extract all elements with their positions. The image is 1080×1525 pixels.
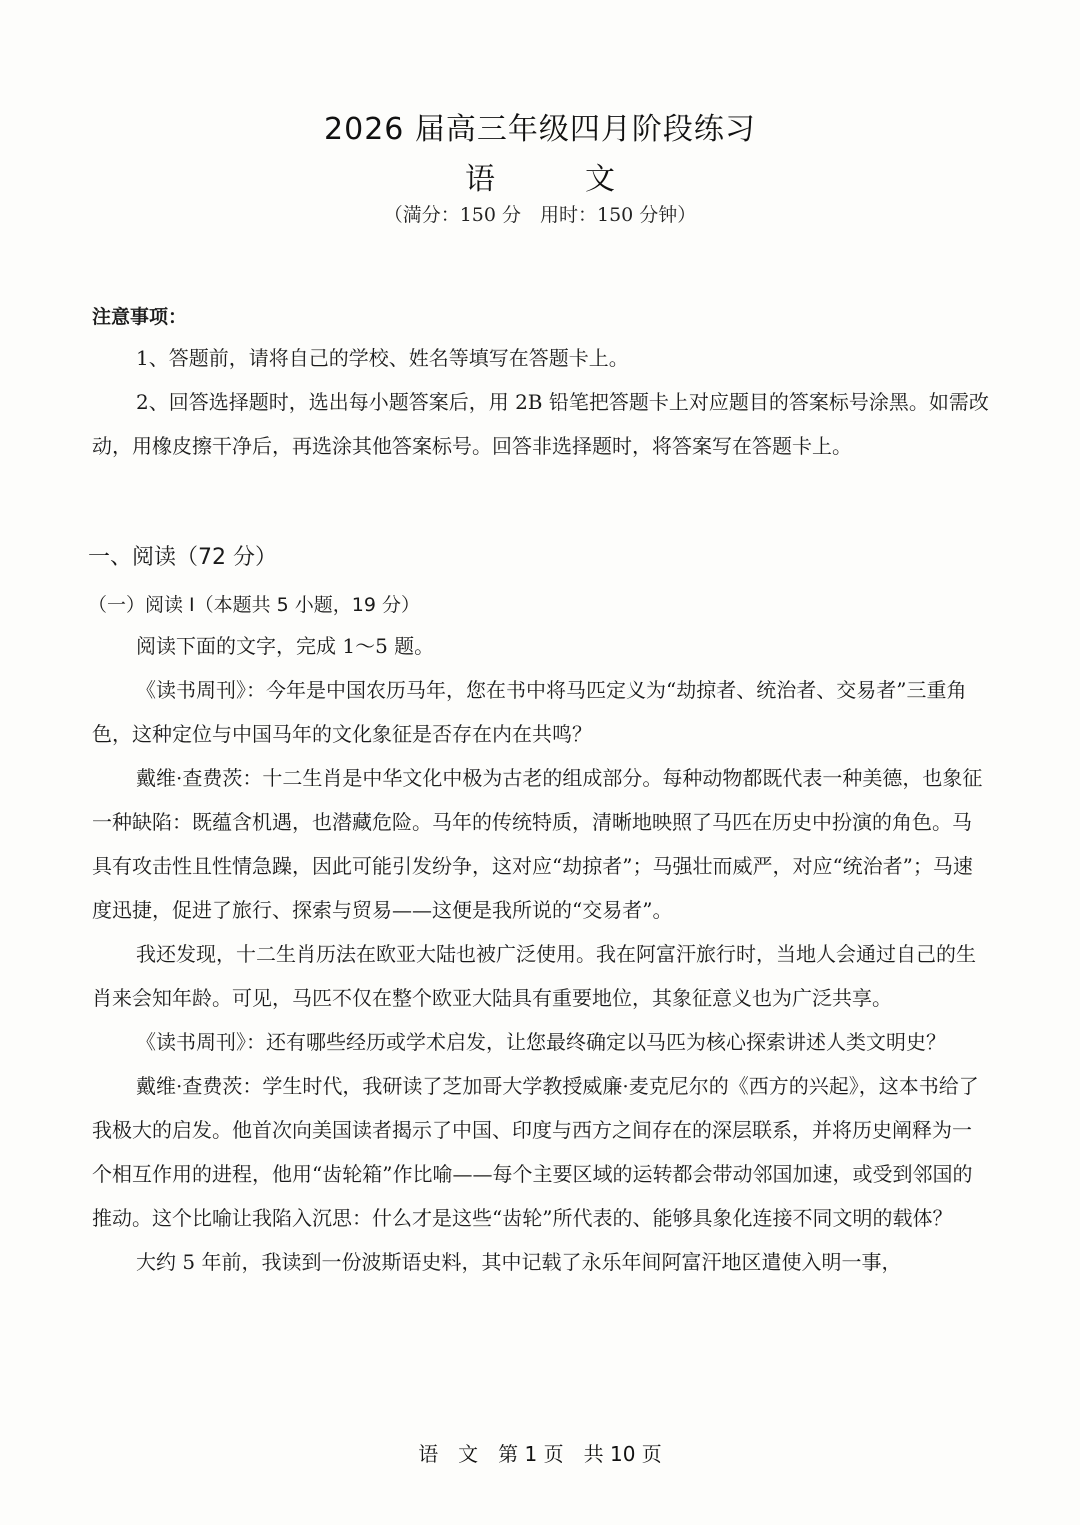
reading-passage: [92, 624, 990, 1284]
page-footer: 语 文 第 1 页 共 10 页: [418, 1442, 662, 1466]
paragraph: 《读书周刊》：还有哪些经历或学术启发，让您最终确定以马匹为核心探索讲述人类文明史？: [136, 1030, 946, 1054]
paragraph: 我还发现，十二生肖历法在欧亚大陆也被广泛使用。我在阿富汗旅行时，当地人会通过自己的生肖来会知年龄。可见，马匹不仅在整个欧亚大陆具有重要地位，其象征意义也为广泛共享。: [92, 942, 976, 1010]
exam-title: 2026 届高三年级四月阶段练习: [324, 112, 756, 147]
subsection-heading: （一）阅读 Ⅰ（本题共 5 小题，19 分）: [88, 594, 421, 616]
section-heading: 一、阅读（72 分）: [88, 545, 277, 570]
paragraph: 戴维·查费茨：学生时代，我研读了芝加哥大学教授威廉·麦克尼尔的《西方的兴起》，这本书给了我极大的启发。他首次向美国读者揭示了中国、印度与西方之间存在的深层联系，并将历史阐释为一个相互作用的进程，他用“齿轮箱”作比喻——每个主要区域的运转都会带动邻国加速，或受到邻国的推动。这个比喻让我陷入沉思：什么才是这些“齿轮”所代表的、能够具象化连接不同文明的载体？: [92, 1074, 979, 1230]
notice-item: 2、回答选择题时，选出每小题答案后，用 2B 铅笔把答题卡上对应题目的答案标号涂黑。如需改动，用橡皮擦干净后，再选涂其他答案标号。回答非选择题时，将答案写在答题卡上。: [92, 390, 989, 458]
exam-meta: （満分：150 分 用时：150 分钟）: [383, 204, 697, 226]
paragraph: 大约 5 年前，我读到一份波斯语史料，其中记载了永乐年间阿富汗地区遣使入明一事，: [136, 1250, 902, 1274]
paragraph: 戴维·查费茨：十二生肖是中华文化中极为古老的组成部分。每种动物都既代表一种美德，也象征一种缺陷：既蕴含机遇，也潜藏危险。马年的传统特质，清晰地映照了马匹在历史中扮演的角色。马具有攻击性且性情急躁，因此可能引发纷争，这对应“劫掠者”；马强壮而威严，对应“统治者”；马速度迅捷，促进了旅行、探索与贸易——这便是我所说的“交易者”。: [92, 766, 983, 922]
instruction: 阅读下面的文字，完成 1～5 题。: [136, 634, 435, 658]
notice-heading: 注意事项：: [92, 306, 188, 328]
paragraph: 《读书周刊》：今年是中国农历马年，您在书中将马匹定义为“劫掠者、统治者、交易者”三重角色，这种定位与中国马年的文化象征是否存在内在共鸣？: [92, 678, 967, 746]
notice-list: [92, 336, 990, 468]
subject-title: 语 文: [465, 162, 645, 197]
notice-item: 1、答题前，请将自己的学校、姓名等填写在答题卡上。: [136, 346, 629, 370]
